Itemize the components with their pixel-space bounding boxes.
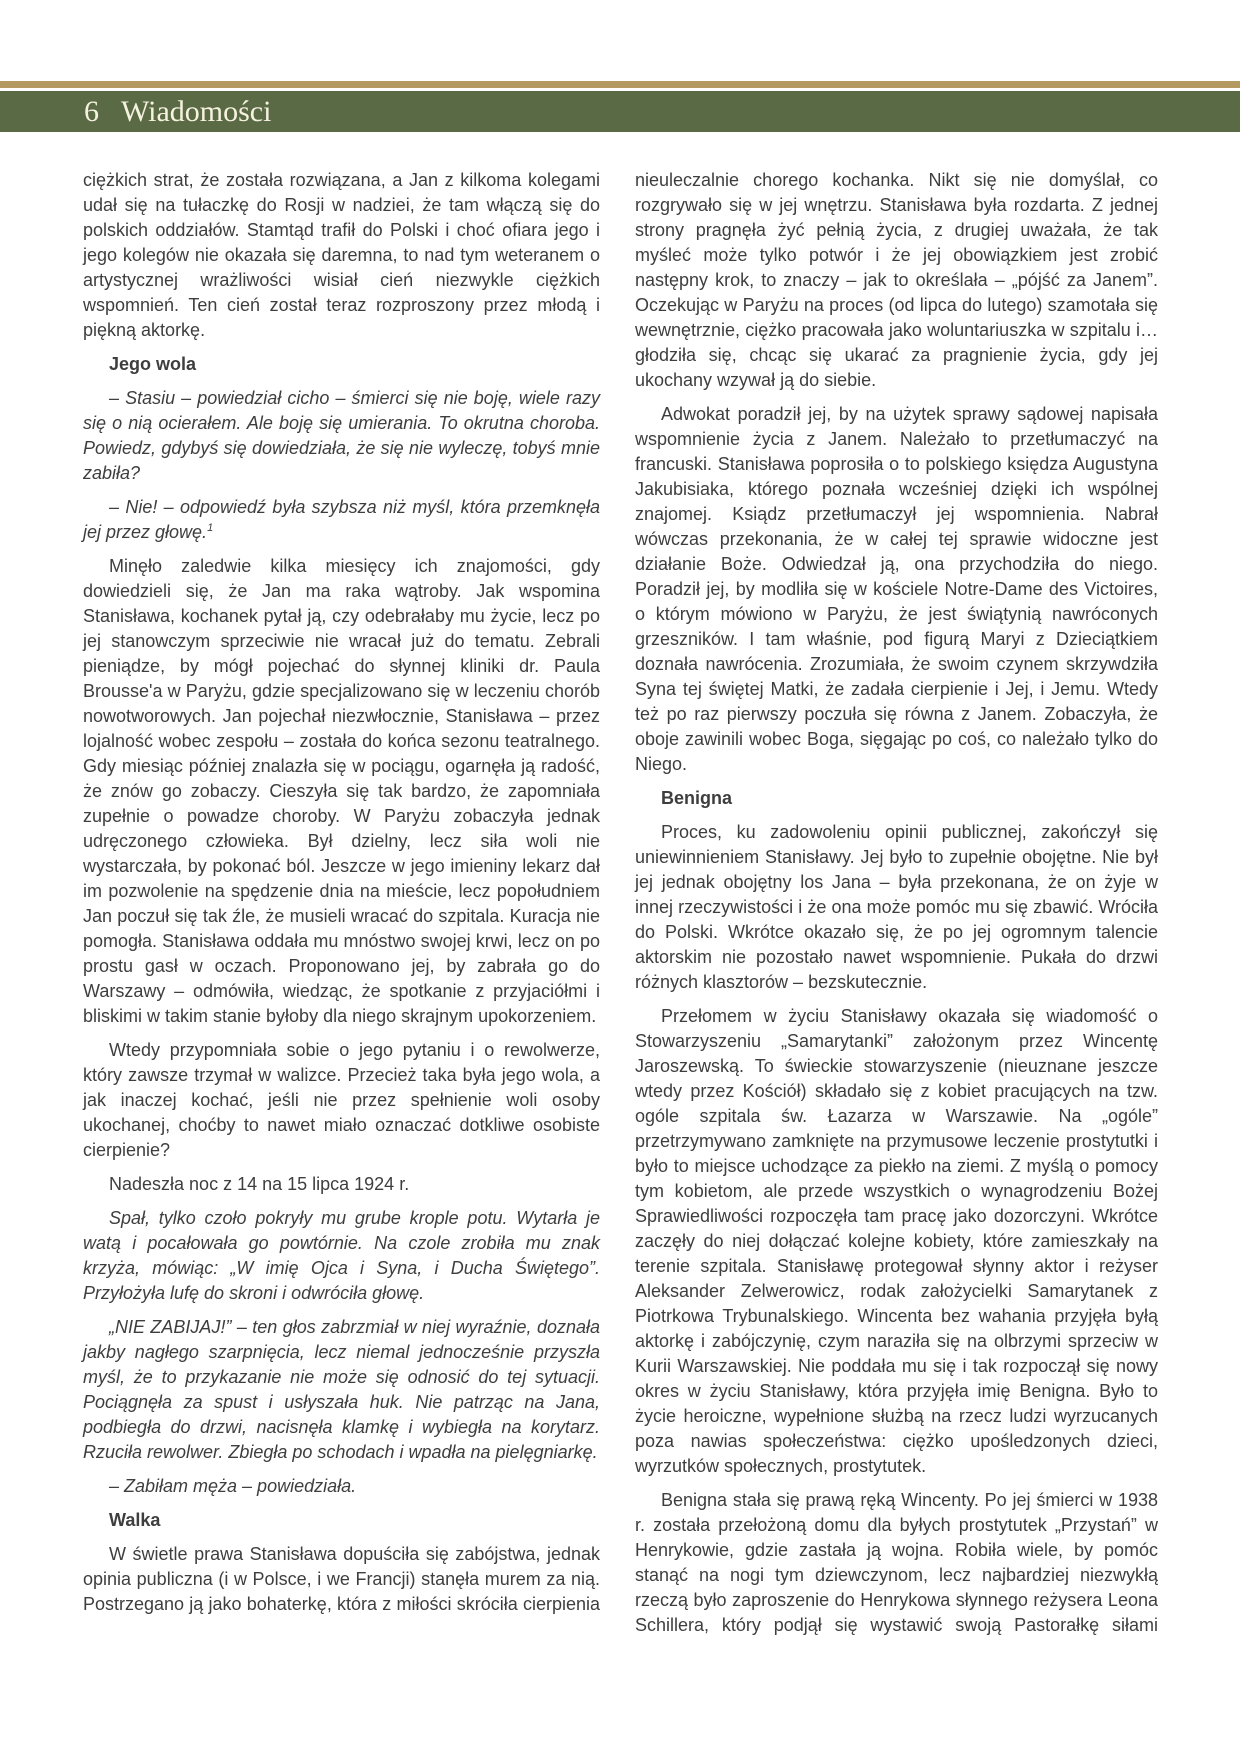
paragraph: – Stasiu – powiedział cicho – śmierci się nie boję, wiele razy się o nią ocierałem. Ale boję się umierania. To okrutna choroba. Powiedz, gdybyś się dowiedziała, że się nie wyleczę, tobyś mnie zabiła? <box>83 388 600 483</box>
paragraph: Minęło zaledwie kilka miesięcy ich znajomości, gdy dowiedzieli się, że Jan ma raka wątroby. Jak wspomina Stanisława, kochanek pytał ją, czy odebrałaby mu życie, lecz po jej stanowczym sprzeciwie nie wracał już do tematu. Zebrali pieniądze, by mógł pojechać do słynnej kliniki dr. Paula Brousse'a w Paryżu, gdzie specjalizowano się w leczeniu chorób nowotworowych. Jan pojechał niezwłocznie, Stanisława – przez lojalność wobec zespołu – została do końca sezonu teatralnego. Gdy miesiąc później znalazła się w pociągu, ogarnęła ją radość, że znów go zobaczy. Cieszyła się tak bardzo, że zapomniała zupełnie o powadze choroby. W Paryżu zobaczyła jednak udręczonego człowieka. Był dzielny, lecz siła woli nie wystarczała, by pokonać ból. Jeszcze w jego imieniny lekarz dał im pozwolenie na spędzenie dnia na mieście, lecz popołudniem Jan poczuł się tak źle, że musieli wracać do szpitala. Kuracja nie pomogła. Stanisława oddała mu mnóstwo swojej krwi, lecz on po prostu gasł w oczach. Proponowano jej, by zabrała go do Warszawy – odmówiła, wiedząc, że spotkanie z przyjaciółmi i bliskimi w takim stanie byłoby dla niego skrajnym upokorzeniem. <box>83 556 600 1026</box>
paragraph: Proces, ku zadowoleniu opinii publicznej, zakończył się uniewinnieniem Stanisławy. Jej było to zupełnie obojętne. Nie był jej jednak obojętny los Jana – była przekonana, że on żyje w innej rzeczywistości i że ona może pomóc mu się zbawić. Wróciła do Polski. Wkrótce okazało się, że po jej ogromnym talencie aktorskim nie pozostało nawet wspomnienie. Pukała do drzwi różnych klasztorów – bezskutecznie. <box>635 822 1158 992</box>
paragraph: Adwokat poradził jej, by na użytek sprawy sądowej napisała wspomnienie życia z Janem. Należało to przetłumaczyć na francuski. Stanisława poprosiła o to polskiego księdza Augustyna Jakubisiaka, którego poznała wcześniej dzięki ich wspólnej znajomej. Ksiądz przetłumaczył jej wspomnienia. Nabrał wówczas przekonania, że w całej tej sprawie widoczne jest działanie Boże. Odwiedzał ją, ona przychodziła do niego. Poradził jej, by modliła się w kościele Notre-Dame des Victoires, o którym mówiono w Paryżu, że jest świątynią nawróconych grzeszników. I tam właśnie, pod figurą Maryi z Dzieciątkiem doznała nawrócenia. Zrozumiała, że swoim czynem skrzywdziła Syna tej świętej Matki, że zadała cierpienie i Jej, i Jemu. Wtedy też po raz pierwszy poczuła się równa z Janem. Zobaczyła, że oboje zawinili wobec Boga, sięgając po coś, co należało tylko do Niego. <box>635 404 1158 774</box>
gold-accent-bar <box>0 81 1240 88</box>
paragraph: – Zabiłam męża – powiedziała. <box>109 1476 357 1496</box>
section-title: Wiadomości <box>121 95 272 128</box>
paragraph: ciężkich strat, że została rozwiązana, a Jan z kilkoma kolegami udał się na tułaczkę do Rosji w nadziei, że tam włączą się do polskich oddziałów. Stamtąd trafił do Polski i choć ofiara jego i jego kolegów nie okazała się daremna, to nad tym weteranem o artystycznej wrażliwości wisiał cień niezwykle ciężkich wspomnień. Ten cień został teraz rozproszony przez młodą i piękną aktorkę. <box>83 170 600 340</box>
footnote-marker: 1 <box>207 522 214 534</box>
left-column <box>83 168 600 1626</box>
paragraph: Wtedy przypomniała sobie o jego pytaniu i o rewolwerze, który zawsze trzymał w walizce. Przecież taka była jego wola, a jak inaczej kochać, jeśli nie przez spełnienie woli osoby ukochanej, choćby to nawet miało oznaczać dotkliwe osobiste cierpienie? <box>83 1040 600 1160</box>
page-header-bar <box>0 91 1240 132</box>
paragraph: Nadeszła noc z 14 na 15 lipca 1924 r. <box>109 1174 410 1194</box>
paragraph: W świetle prawa Stanisława dopuściła się zabójstwa, jednak opinia publiczna (i w Polsce, i we Francji) stanęła murem za nią. Postrzegano ją jako bohaterkę, która z miłości skróciła cierpienia <box>83 1544 600 1614</box>
section-heading: Benigna <box>661 788 733 808</box>
section-heading: Jego wola <box>109 354 197 374</box>
paragraph: – Nie! – odpowiedź była szybsza niż myśl, która przemknęła jej przez głowę.$^1$ <box>83 497 600 542</box>
paragraph: Przełomem w życiu Stanisławy okazała się wiadomość o Stowarzyszeniu „Samarytanki” założonym przez Wincentę Jaroszewską. To świeckie stowarzyszenie (nieuznane jeszcze wtedy przez Kościół) składało się z kobiet pracujących na tzw. ogóle szpitala św. Łazarza w Warszawie. Na „ogóle” przetrzymywano zamknięte na przymusowe leczenie prostytutki i było to miejsce uchodzące za piekło na ziemi. Z myślą o pomocy tym kobietom, ale przede wszystkich o wynagrodzeniu Bożej Sprawiedliwości rozpoczęła tam pracę jako dozorczyni. Wkrótce zaczęły do niej dołączać kolejne kobiety, które zamieszkały na terenie szpitala. Stanisławę protegował słynny aktor i reżyser Aleksander Zelwerowicz, rodak założycielki Samarytanek z Piotrkowa Trybunalskiego. Wincenta bez wahania przyjęła byłą aktorkę i zabójczynię, czym naraziła się na olbrzymi sprzeciw w Kurii Warszawskiej. Nie poddała mu się i tak rozpoczął się nowy okres w życiu Stanisławy, która przyjęła imię Benigna. Było to życie heroiczne, wypełnione służbą na rzecz ludzi wyrzucanych poza nawias społeczeństwa: ciężko upośledzonych dzieci, wyrzutków społecznych, prostytutek. <box>635 1006 1158 1476</box>
page-header <box>0 91 271 132</box>
section-heading: Walka <box>109 1510 161 1530</box>
paragraph: nieuleczalnie chorego kochanka. Nikt się nie domyślał, co rozgrywało się w jej wnętrzu. Stanisława była rozdarta. Z jednej strony pragnęła żyć pełnią życia, z drugiej uważała, że tak myśleć może tylko potwór i że jej obowiązkiem jest zrobić następny krok, to znaczy – jak to określała – „pójść za Janem”. Oczekując w Paryżu na proces (od lipca do lutego) szamotała się wewnętrznie, ciężko pracowała jako woluntariuszka w szpitalu i… głodziła się, chcąc się ukarać za pragnienie życia, gdy jej ukochany wzywał ją do siebie. <box>635 170 1158 390</box>
paragraph: Benigna stała się prawą ręką Wincenty. Po jej śmierci w 1938 r. została przełożoną domu dla byłych prostytutek „Przystań” w Henrykowie, gdzie zastała ją wojna. Robiła wiele, by pomóc stanąć na nogi tym dziewczynom, lecz najbardziej niezwykłą rzeczą było zaproszenie do Henrykowa słynnego reżysera Leona Schillera, który podjął się wystawić swoją Pastorałkę siłami <box>635 1490 1158 1635</box>
right-column <box>635 168 1158 1647</box>
paragraph: Spał, tylko czoło pokryły mu grube krople potu. Wytarła je watą i pocałowała go powtórnie. Na czole zrobiła mu znak krzyża, mówiąc: „W imię Ojca i Syna, i Ducha Świętego”. Przyłożyła lufę do skroni i odwróciła głowę. <box>83 1208 600 1303</box>
paragraph: „NIE ZABIJAJ!” – ten głos zabrzmiał w niej wyraźnie, doznała jakby nagłego szarpnięcia, lecz niemal jednocześnie przyszła myśl, że to przykazanie nie może się odnosić do tej sytuacji. Pociągnęła za spust i usłyszała huk. Nie patrząc na Jana, podbiegła do drzwi, nacisnęła klamkę i wybiegła na korytarz. Rzuciła rewolwer. Zbiegła po schodach i wpadła na pielęgniarkę. <box>83 1317 600 1462</box>
page-number: 6 <box>84 95 99 128</box>
